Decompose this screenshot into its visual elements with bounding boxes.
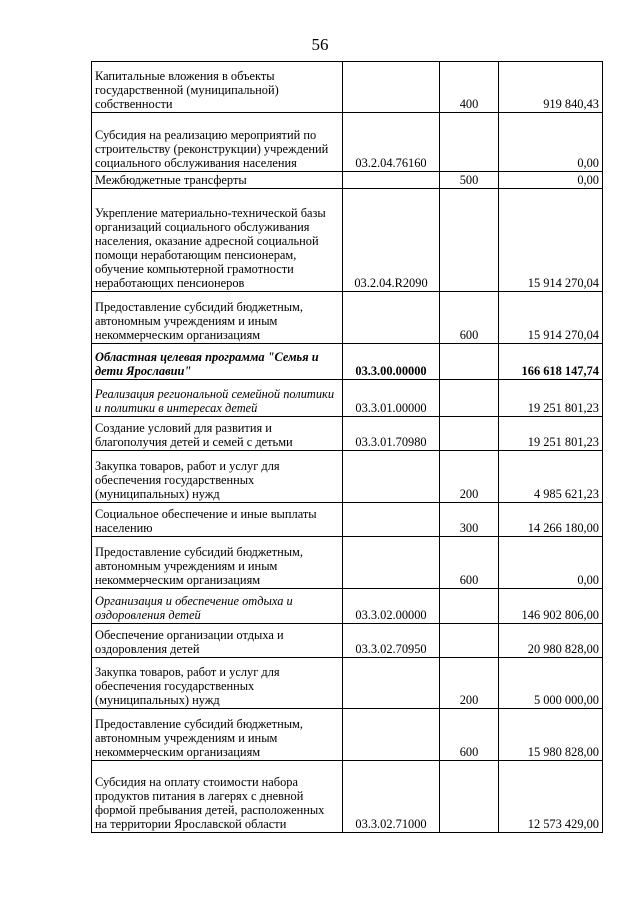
row-code-cell xyxy=(343,62,440,113)
row-type-cell: 400 xyxy=(440,62,499,113)
row-type-cell xyxy=(440,113,499,172)
table-row xyxy=(92,172,603,189)
row-type-cell xyxy=(440,589,499,624)
row-name-cell: Реализация региональной семейной политики и политики в интересах детей xyxy=(92,380,343,417)
row-name-cell: Предоставление субсидий бюджетным, автономным учреждениям и иным некоммерческим организациям xyxy=(92,709,343,761)
row-name-cell: Капитальные вложения в объекты государственной (муниципальной) собственности xyxy=(92,62,343,113)
row-sum-cell: 0,00 xyxy=(499,172,603,189)
row-code-cell xyxy=(343,451,440,503)
table-row xyxy=(92,292,603,344)
row-name-cell: Укрепление материально-технической базы организаций социального обслуживания населения, оказание адресной социальной помощи неработающим пенсионерам, обучение компьютерной грамотности неработающих пенсионеров xyxy=(92,189,343,292)
row-name-cell: Субсидия на оплату стоимости набора продуктов питания в лагерях с дневной формой пребывания детей, расположенных на территории Ярославской области xyxy=(92,761,343,833)
row-sum-cell: 166 618 147,74 xyxy=(499,344,603,380)
row-sum-cell: 15 914 270,04 xyxy=(499,189,603,292)
row-code-cell: 03.2.04.76160 xyxy=(343,113,440,172)
row-type-cell xyxy=(440,761,499,833)
row-type-cell: 500 xyxy=(440,172,499,189)
row-sum-cell: 919 840,43 xyxy=(499,62,603,113)
row-code-cell: 03.3.01.00000 xyxy=(343,380,440,417)
row-type-cell xyxy=(440,344,499,380)
row-type-cell xyxy=(440,417,499,451)
budget-table xyxy=(91,61,603,833)
row-code-cell xyxy=(343,658,440,709)
row-sum-cell: 5 000 000,00 xyxy=(499,658,603,709)
table-row xyxy=(92,451,603,503)
row-name-cell: Субсидия на реализацию мероприятий по строительству (реконструкции) учреждений социального обслуживания населения xyxy=(92,113,343,172)
row-name-cell: Организация и обеспечение отдыха и оздоровления детей xyxy=(92,589,343,624)
row-code-cell: 03.3.00.00000 xyxy=(343,344,440,380)
row-sum-cell: 146 902 806,00 xyxy=(499,589,603,624)
row-code-cell: 03.3.01.70980 xyxy=(343,417,440,451)
row-code-cell: 03.3.02.00000 xyxy=(343,589,440,624)
row-code-cell xyxy=(343,292,440,344)
row-sum-cell: 15 980 828,00 xyxy=(499,709,603,761)
row-sum-cell: 15 914 270,04 xyxy=(499,292,603,344)
table-row xyxy=(92,658,603,709)
row-name-cell: Межбюджетные трансферты xyxy=(92,172,343,189)
row-type-cell xyxy=(440,189,499,292)
row-name-cell: Закупка товаров, работ и услуг для обеспечения государственных (муниципальных) нужд xyxy=(92,658,343,709)
row-type-cell: 600 xyxy=(440,537,499,589)
row-sum-cell: 4 985 621,23 xyxy=(499,451,603,503)
row-sum-cell: 12 573 429,00 xyxy=(499,761,603,833)
page-number: 56 xyxy=(311,35,329,54)
row-sum-cell: 19 251 801,23 xyxy=(499,417,603,451)
row-type-cell: 600 xyxy=(440,709,499,761)
row-sum-cell: 14 266 180,00 xyxy=(499,503,603,537)
row-code-cell: 03.2.04.R2090 xyxy=(343,189,440,292)
row-name-cell: Областная целевая программа "Семья и дети Ярославии" xyxy=(92,344,343,380)
row-code-cell: 03.3.02.70950 xyxy=(343,624,440,658)
row-name-cell: Предоставление субсидий бюджетным, автономным учреждениям и иным некоммерческим организациям xyxy=(92,537,343,589)
row-type-cell: 600 xyxy=(440,292,499,344)
table-row xyxy=(92,189,603,292)
row-sum-cell: 20 980 828,00 xyxy=(499,624,603,658)
table-row xyxy=(92,589,603,624)
row-type-cell: 200 xyxy=(440,658,499,709)
table-row xyxy=(92,537,603,589)
row-type-cell: 300 xyxy=(440,503,499,537)
table-row xyxy=(92,503,603,537)
row-type-cell: 200 xyxy=(440,451,499,503)
row-name-cell: Обеспечение организации отдыха и оздоровления детей xyxy=(92,624,343,658)
table-row xyxy=(92,113,603,172)
row-type-cell xyxy=(440,624,499,658)
budget-table-body xyxy=(92,62,603,833)
row-sum-cell: 0,00 xyxy=(499,113,603,172)
table-row xyxy=(92,417,603,451)
row-sum-cell: 0,00 xyxy=(499,537,603,589)
row-sum-cell: 19 251 801,23 xyxy=(499,380,603,417)
row-name-cell: Создание условий для развития и благополучия детей и семей с детьми xyxy=(92,417,343,451)
row-code-cell xyxy=(343,172,440,189)
table-row xyxy=(92,62,603,113)
table-row xyxy=(92,624,603,658)
row-code-cell xyxy=(343,709,440,761)
table-row xyxy=(92,761,603,833)
row-type-cell xyxy=(440,380,499,417)
row-name-cell: Предоставление субсидий бюджетным, автономным учреждениям и иным некоммерческим организациям xyxy=(92,292,343,344)
row-name-cell: Социальное обеспечение и иные выплаты населению xyxy=(92,503,343,537)
table-row xyxy=(92,709,603,761)
row-code-cell xyxy=(343,537,440,589)
row-code-cell: 03.3.02.71000 xyxy=(343,761,440,833)
table-row xyxy=(92,380,603,417)
row-code-cell xyxy=(343,503,440,537)
row-name-cell: Закупка товаров, работ и услуг для обеспечения государственных (муниципальных) нужд xyxy=(92,451,343,503)
table-row xyxy=(92,344,603,380)
